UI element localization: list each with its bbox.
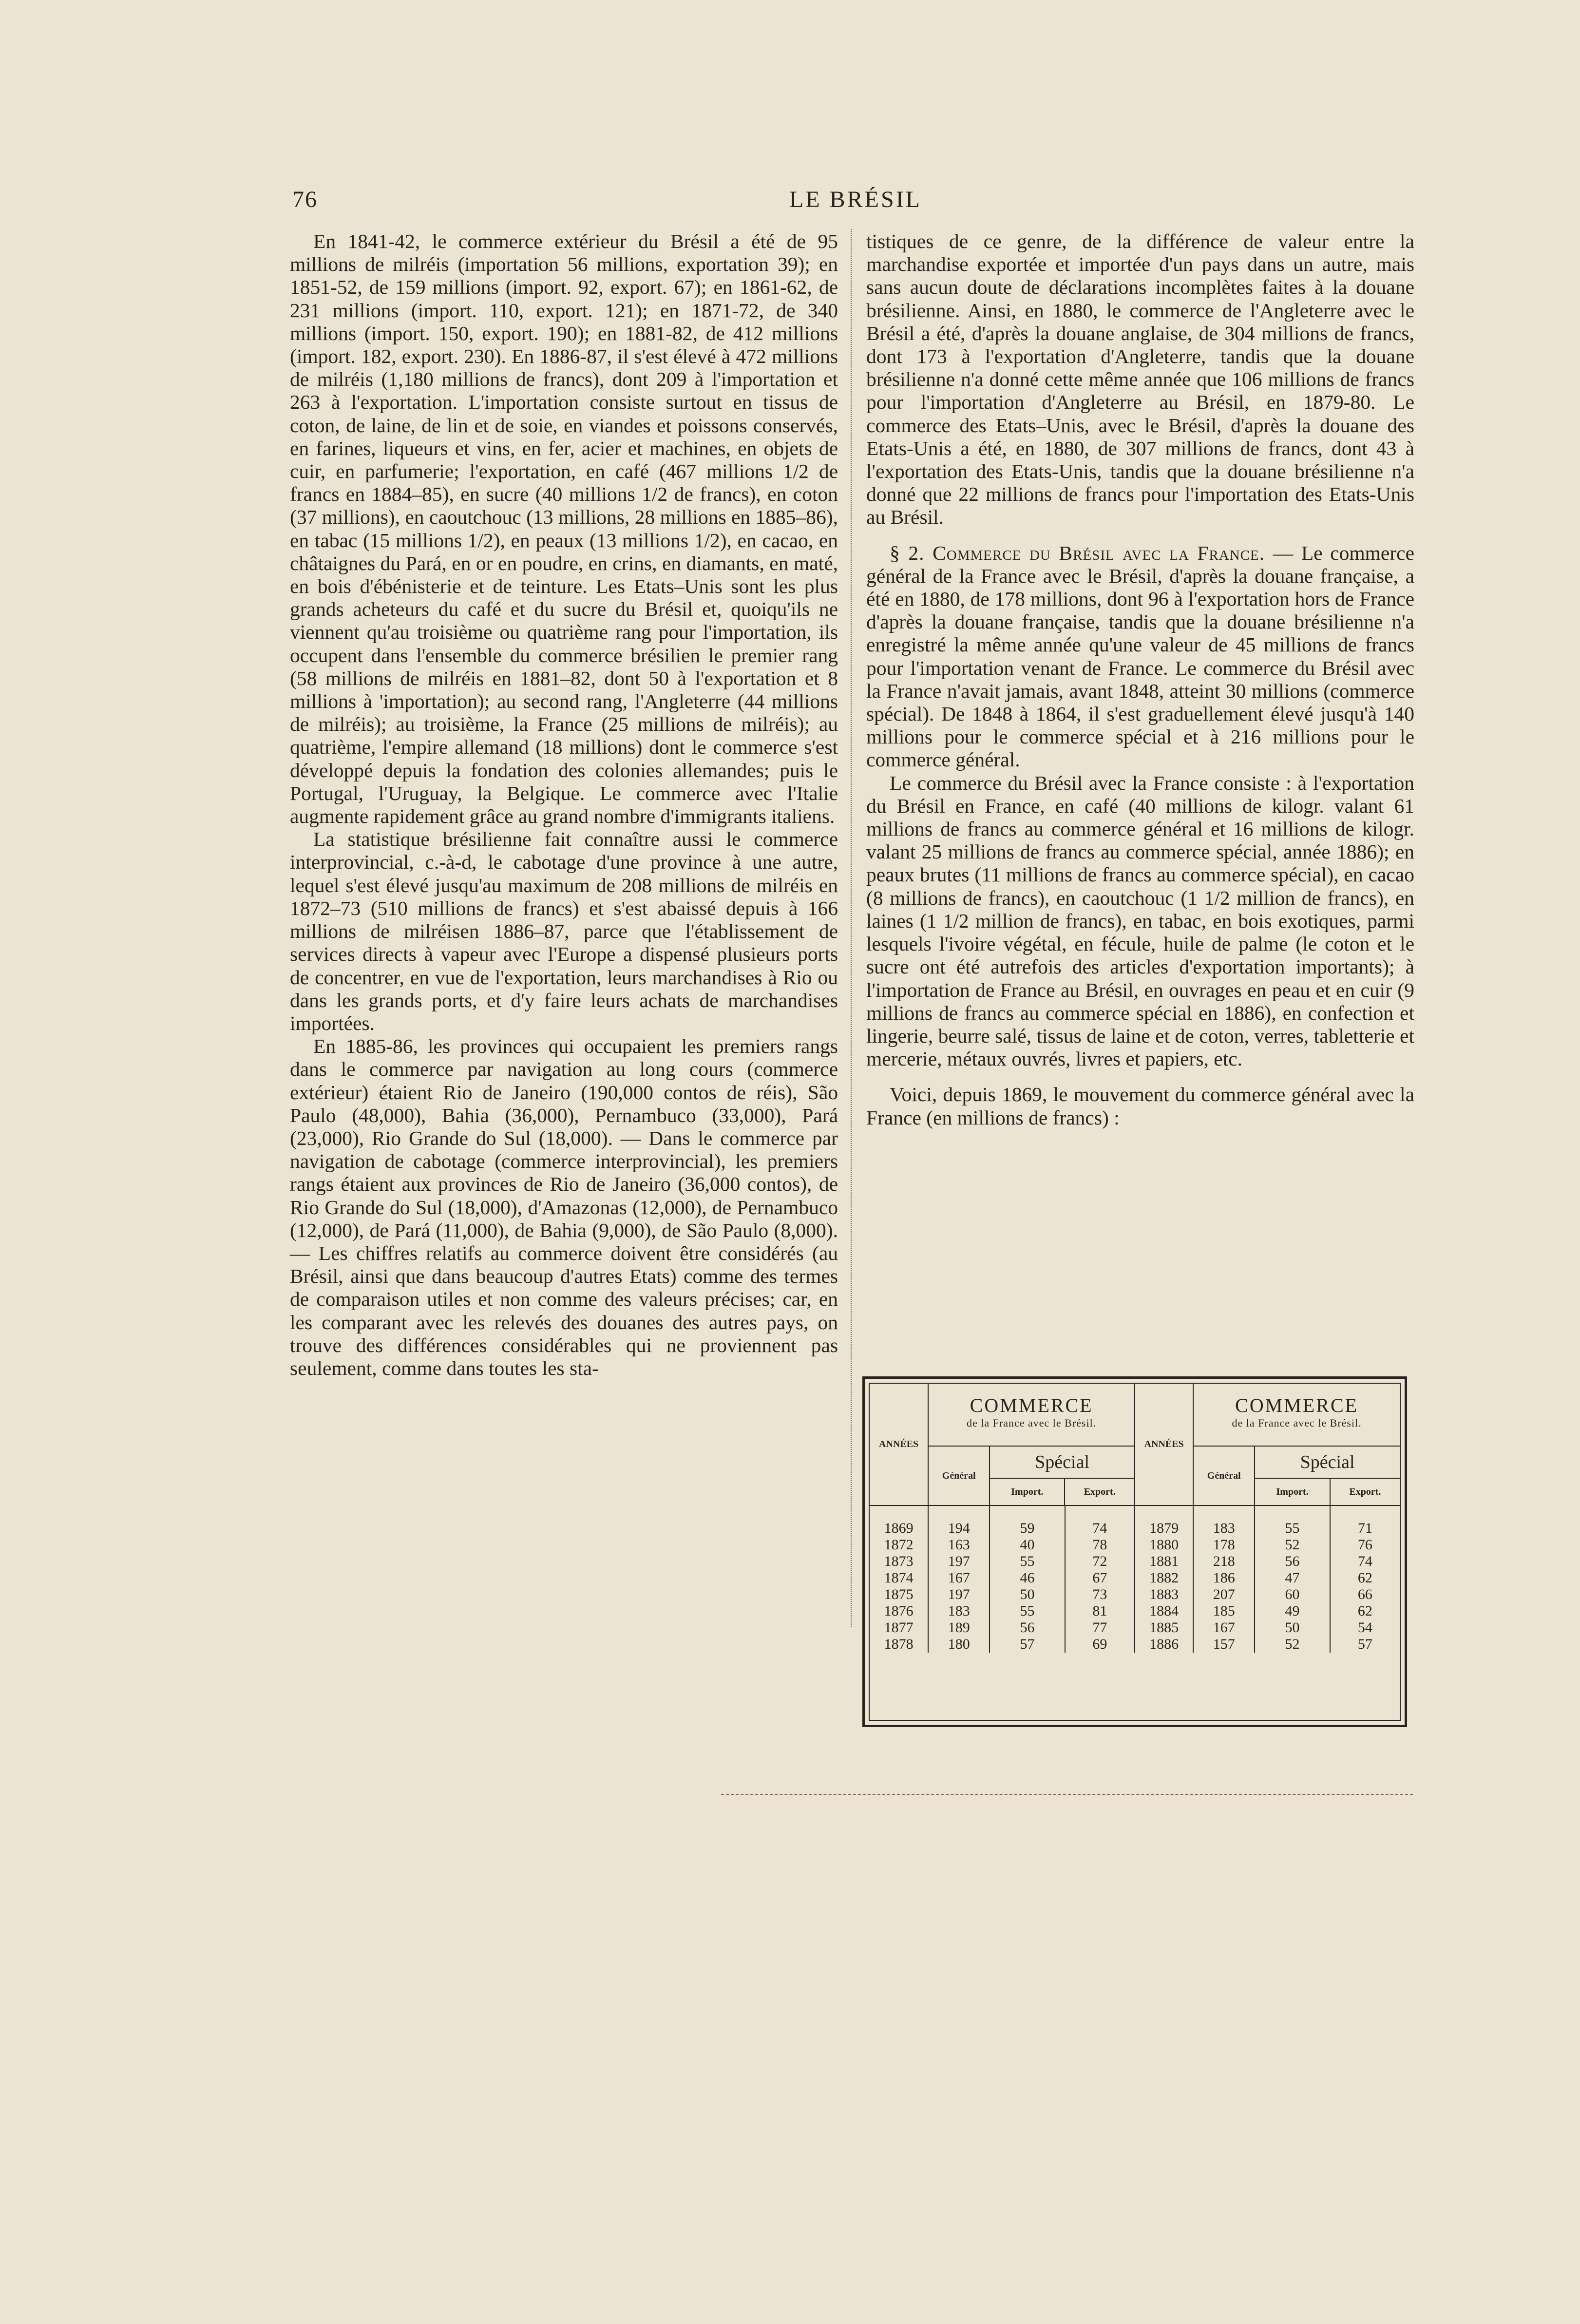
table-cell: 49 (1255, 1603, 1330, 1619)
table-cell: 1874 (870, 1570, 928, 1586)
table-row (870, 1586, 1400, 1603)
table-cell: 1873 (870, 1553, 928, 1570)
table-cell: 197 (928, 1553, 990, 1570)
table-cell: 50 (990, 1586, 1065, 1603)
table-cell: 178 (1193, 1537, 1255, 1553)
page-number: 76 (292, 187, 318, 212)
years-header: ANNÉES (1135, 1384, 1193, 1505)
section-heading: § 2. Commerce du Brésil avec la France. — (890, 541, 1294, 564)
import-header: Import. (990, 1479, 1065, 1505)
table-cell: 40 (990, 1537, 1065, 1553)
table-cell: 55 (1255, 1520, 1330, 1537)
table-cell: 197 (928, 1586, 990, 1603)
table-cell: 55 (990, 1603, 1065, 1619)
table-cell: 67 (1065, 1570, 1135, 1586)
section-paragraph (866, 542, 1414, 772)
table-cell: 62 (1357, 1603, 1372, 1619)
table-cell: 1876 (870, 1603, 928, 1619)
table-cell: 71 (1357, 1520, 1372, 1536)
table-cell: 57 (1357, 1636, 1372, 1652)
table-row (870, 1520, 1400, 1537)
table-cell: 207 (1193, 1586, 1255, 1603)
table-cell: 66 (1357, 1586, 1372, 1602)
table-cell: 1877 (870, 1619, 928, 1636)
table-cell: 56 (1255, 1553, 1330, 1570)
years-header: ANNÉES (870, 1384, 928, 1505)
table-cell: 167 (928, 1570, 990, 1586)
table-cell: 74 (1357, 1553, 1372, 1569)
table-cell: 1878 (870, 1636, 928, 1653)
general-header: Général (928, 1446, 990, 1505)
table-cell: 163 (928, 1537, 990, 1553)
paragraph: Voici, depuis 1869, le mouvement du commerce général avec la France (en millions de francs) : (866, 1083, 1414, 1129)
table-cell: 52 (1255, 1636, 1330, 1653)
table-cell: 189 (928, 1619, 990, 1636)
table-cell: 56 (990, 1619, 1065, 1636)
right-column (866, 230, 1414, 1129)
table-cell: 59 (990, 1520, 1065, 1537)
commerce-table-grid (870, 1384, 1400, 1653)
table-cell: 47 (1255, 1570, 1330, 1586)
table-cell: 52 (1255, 1537, 1330, 1553)
export-header: Export. (1084, 1486, 1116, 1497)
table-cell: 180 (928, 1636, 990, 1653)
table-cell: 1875 (870, 1586, 928, 1603)
table-cell: 77 (1065, 1619, 1135, 1636)
table-cell: 54 (1357, 1619, 1372, 1636)
table-cell: 186 (1193, 1570, 1255, 1586)
special-header: Spécial Import. Export. (1255, 1446, 1400, 1505)
import-header: Import. (1255, 1479, 1331, 1505)
export-header: Export. (1349, 1486, 1381, 1497)
table-cell: 1880 (1135, 1537, 1193, 1553)
table-cell: 185 (1193, 1603, 1255, 1619)
table-cell: 69 (1065, 1636, 1135, 1653)
table-cell: 1883 (1135, 1586, 1193, 1603)
table-row (870, 1636, 1400, 1653)
table-cell: 1884 (1135, 1603, 1193, 1619)
table-cell: 1881 (1135, 1553, 1193, 1570)
running-title: LE BRÉSIL (789, 187, 922, 212)
paragraph: La statistique brésilienne fait connaître aussi le commerce interprovincial, c.-à-d, le cabotage d'une province à une autre, lequel s'est élevé jusqu'au maximum de 208 millions de milréis en 1872–73 (510 millions de francs) et s'est abaissé depuis à 166 millions de milréisen 1886–87, parce que l'établissement de services directs à vapeur avec l'Europe a dispensé plusieurs ports de concentrer, en vue de l'exportation, leurs marchandises à Rio ou dans les grands ports, et d'y faire leurs achats de marchandises importées. (290, 828, 838, 1034)
paragraph: tistiques de ce genre, de la différence de valeur entre la marchandise exportée et importée d'un pays dans un autre, mais sans aucun doute de déclarations incomplètes faites à la douane brésilienne. Ainsi, en 1880, le commerce de l'Angleterre avec le Brésil a été, d'après la douane anglaise, de 304 millions de francs, dont 173 à l'exportation d'Angleterre, tandis que la douane brésilienne n'a donné cette même année que 106 millions de francs pour l'importation d'Angleterre au Brésil, en 1879-80. Le commerce des Etats–Unis, avec le Brésil, d'après la douane des Etats-Unis a été, en 1880, de 307 millions de francs, dont 43 à l'exportation des Etats-Unis, tandis que la douane brésilienne n'a donné que 22 millions de francs pour l'importation des Etats-Unis au Brésil. (866, 230, 1414, 529)
table-cell: 72 (1065, 1553, 1135, 1570)
special-header: Spécial Import. Export. (990, 1446, 1135, 1505)
paragraph: En 1841-42, le commerce extérieur du Brésil a été de 95 millions de milréis (importation 56 millions, exportation 39); en 1851-52, de 159 millions (import. 92, export. 67); en 1861-62, de 231 millions (import. 110, export. 121); en 1871-72, de 340 millions (import. 150, export. 190); en 1881-82, de 412 millions (import. 182, export. 230). En 1886-87, il s'est élevé à 472 millions de milréis (1,180 millions de francs), dont 209 à l'importation et 263 à l'exportation. L'importation consiste surtout en tissus de coton, de laine, de lin et de soie, en viandes et poissons conservés, en farines, liqueurs et vins, en fer, acier et machines, en objets de cuir, en parfumerie; l'exportation, en café (467 millions 1/2 de francs en 1884–85), en sucre (40 millions 1/2 de francs), en coton (37 millions), en caoutchouc (13 millions, 28 millions en 1885–86), en tabac (15 millions 1/2), en peaux (13 millions 1/2), en cacao, en châtaignes du Pará, en or en poudre, en crins, en diamants, en maté, en bois d'ébénisterie et de teinture. Les Etats–Unis sont les plus grands acheteurs du café et du sucre du Brésil et, quoiqu'ils ne viennent qu'au troisième ou quatrième rang pour l'importation, ils occupent dans l'ensemble du commerce brésilien le premier rang (58 millions de milréis en 1881–82, dont 50 à l'exportation et 8 millions à 'importation); au second rang, l'Angleterre (44 millions de milréis); au troisième, la France (25 millions de milréis); au quatrième, l'empire allemand (18 millions) dont le commerce s'est développé depuis la fondation des colonies allemandes; puis le Portugal, l'Uruguay, la Belgique. Le commerce avec l'Italie augmente rapidement grâce au grand nombre d'immigrants italiens. (290, 230, 838, 828)
section-text: Le commerce général de la France avec le Brésil, d'après la douane française, a été en 1880, de 178 millions, dont 96 à l'exportation hors de France d'après la douane française, tandis que la douane brésilienne n'a enregistré la même année qu'une valeur de 45 millions de francs pour l'importation venant de France. Le commerce du Brésil avec la France n'avait jamais, avant 1848, atteint 30 millions (commerce spécial). De 1848 à 1864, il s'est graduellement élevé jusqu'à 140 millions pour le commerce spécial et à 216 millions pour le commerce général. (866, 541, 1414, 771)
bottom-rule (721, 1794, 1413, 1795)
general-header: Général (1193, 1446, 1255, 1505)
table-cell: 78 (1065, 1537, 1135, 1553)
table-cell: 60 (1255, 1586, 1330, 1603)
table-cell: 1872 (870, 1537, 928, 1553)
table-row (870, 1603, 1400, 1619)
table-row (870, 1619, 1400, 1636)
table-cell: 1879 (1135, 1520, 1193, 1537)
commerce-header: COMMERCE (928, 1384, 1135, 1417)
table-cell: 62 (1357, 1570, 1372, 1586)
commerce-subheader: de la France avec le Brésil. (1193, 1417, 1400, 1446)
commerce-table (862, 1376, 1407, 1727)
table-cell: 55 (990, 1553, 1065, 1570)
page-header (0, 186, 1580, 225)
table-cell: 1886 (1135, 1636, 1193, 1653)
table-cell: 74 (1065, 1520, 1135, 1537)
table-cell: 194 (928, 1520, 990, 1537)
table-row (870, 1537, 1400, 1553)
table-cell: 183 (1193, 1520, 1255, 1537)
table-cell: 1869 (870, 1520, 928, 1537)
table-cell: 183 (928, 1603, 990, 1619)
table-cell: 81 (1065, 1603, 1135, 1619)
paragraph: Le commerce du Brésil avec la France consiste : à l'exportation du Brésil en France, en café (40 millions de kilogr. valant 61 millions de francs au commerce général et 16 millions de kilogr. valant 25 millions de francs au commerce spécial, année 1886); en peaux brutes (11 millions de francs au commerce spécial), en cacao (8 millions de francs), en caoutchouc (1 1/2 million de francs), en laines (1 1/2 million de francs), en tabac, en bois exotiques, parmi lesquels l'ivoire végétal, en fécule, huile de palme (le coton et le sucre ont été autrefois des articles d'exportation importants); à l'importation de France au Brésil, en ouvrages en peau et en cuir (9 millions de francs au commerce spécial en 1886), en confection et lingerie, beurre salé, tissus de laine et de coton, verres, tabletterie et mercerie, métaux ouvrés, livres et papiers, etc. (866, 771, 1414, 1070)
table-cell: 157 (1193, 1636, 1255, 1653)
column-divider (851, 229, 852, 1627)
left-column (290, 230, 838, 1380)
commerce-header: COMMERCE (1235, 1394, 1359, 1416)
table-cell: 73 (1065, 1586, 1135, 1603)
table-cell: 50 (1255, 1619, 1330, 1636)
table-cell: 167 (1193, 1619, 1255, 1636)
paragraph: En 1885-86, les provinces qui occupaient les premiers rangs dans le commerce par navigation au long cours (commerce extérieur) étaient Rio de Janeiro (190,000 contos de réis), São Paulo (48,000), Bahia (36,000), Pernambuco (33,000), Pará (23,000), Rio Grande do Sul (18,000). — Dans le commerce par navigation de cabotage (commerce interprovincial), les premiers rangs étaient aux provinces de Rio de Janeiro (36,000 contos), de Rio Grande do Sul (18,000), d'Amazonas (12,000), de Pernambuco (12,000), de Pará (11,000), de Bahia (9,000), de São Paulo (8,000). — Les chiffres relatifs au commerce doivent être considérés (au Brésil, ainsi que dans beaucoup d'autres Etats) comme des termes de comparaison utiles et non comme des valeurs précises; car, en les comparant avec les relevés des douanes des autres pays, on trouve des différences considérables qui ne proviennent pas seulement, comme dans toutes les sta- (290, 1035, 838, 1379)
table-row (870, 1570, 1400, 1586)
table-row (870, 1553, 1400, 1570)
table-cell: 1885 (1135, 1619, 1193, 1636)
table-cell: 46 (990, 1570, 1065, 1586)
table-cell: 57 (990, 1636, 1065, 1653)
table-cell: 218 (1193, 1553, 1255, 1570)
table-cell: 1882 (1135, 1570, 1193, 1586)
table-cell: 76 (1357, 1537, 1372, 1553)
commerce-subheader: de la France avec le Brésil. (928, 1417, 1135, 1446)
